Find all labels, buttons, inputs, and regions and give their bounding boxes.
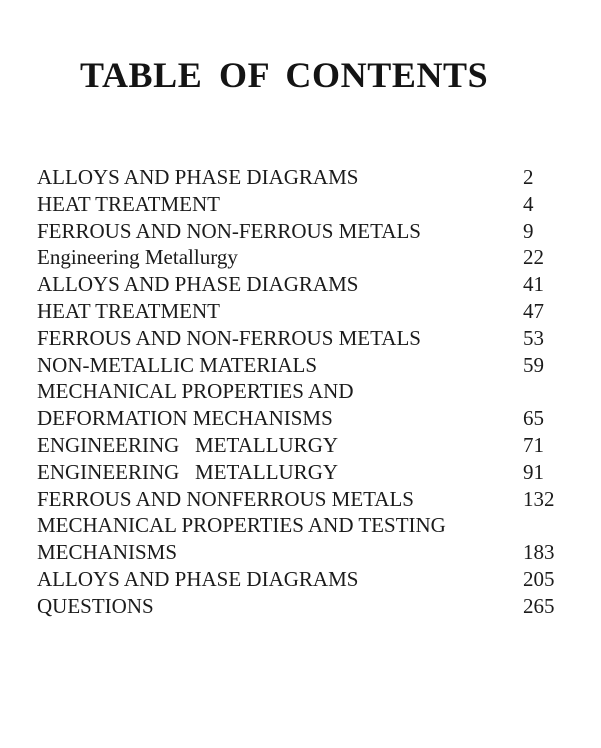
toc-entry-label: FERROUS AND NONFERROUS METALS [37, 486, 414, 511]
toc-entry-page: 41 [523, 272, 544, 297]
toc-entry-label: ENGINEERING METALLURGY [37, 432, 339, 457]
toc-entry-label: FERROUS AND NON-FERROUS METALS [37, 325, 421, 350]
toc-row [37, 298, 582, 325]
toc-entry-label: MECHANICAL PROPERTIES AND [37, 379, 354, 404]
toc-entry-label: MECHANICAL PROPERTIES AND TESTING [37, 513, 446, 538]
toc-entry-page: 53 [523, 325, 544, 350]
toc-entry-page: 91 [523, 459, 544, 484]
toc-entry-page: 183 [523, 540, 555, 565]
toc-entry-page: 4 [523, 191, 534, 216]
toc-entry-page: 265 [523, 593, 555, 618]
toc-row [37, 405, 582, 432]
toc-row [37, 191, 582, 218]
toc-row [37, 352, 582, 379]
toc-entry-label: ENGINEERING METALLURGY [37, 459, 339, 484]
toc-entry-label: FERROUS AND NON-FERROUS METALS [37, 218, 421, 243]
toc-row [37, 593, 582, 620]
toc-entry-page: 2 [523, 165, 534, 189]
toc-row [37, 271, 582, 298]
toc-row [37, 566, 582, 593]
toc-entry-label: NON-METALLIC MATERIALS [37, 352, 318, 377]
toc-entry-page: 9 [523, 218, 534, 243]
toc-entry-label: ALLOYS AND PHASE DIAGRAMS [37, 272, 359, 297]
toc-entry-page: 205 [523, 566, 555, 591]
toc-row [37, 218, 582, 245]
toc-row [37, 512, 582, 539]
toc-entry-page: 47 [523, 298, 544, 323]
toc-entry-label: MECHANISMS [37, 540, 178, 565]
toc-entry-label: HEAT TREATMENT [37, 298, 220, 323]
toc-row [37, 432, 582, 459]
page-title: TABLE OF CONTENTS [80, 55, 489, 95]
toc-row [37, 486, 582, 513]
toc-entry-label: ALLOYS AND PHASE DIAGRAMS [37, 165, 359, 189]
toc-row [37, 244, 582, 271]
toc-entry-page: 65 [523, 406, 544, 431]
toc-entry-label: QUESTIONS [37, 593, 154, 618]
toc-row [37, 325, 582, 352]
toc-entry-label: DEFORMATION MECHANISMS [37, 406, 333, 431]
toc-entry-page: 71 [523, 432, 544, 457]
toc-entry-page: 59 [523, 352, 544, 377]
toc-row [37, 459, 582, 486]
toc-entry-page: 22 [523, 245, 544, 270]
toc-entry-label: ALLOYS AND PHASE DIAGRAMS [37, 566, 359, 591]
toc-entry-page: 132 [523, 486, 555, 511]
toc-row [37, 539, 582, 566]
table-of-contents [37, 164, 582, 620]
toc-entry-label: Engineering Metallurgy [37, 245, 238, 270]
toc-row [37, 378, 582, 405]
toc-entry-label: HEAT TREATMENT [37, 191, 220, 216]
toc-row [37, 164, 582, 191]
